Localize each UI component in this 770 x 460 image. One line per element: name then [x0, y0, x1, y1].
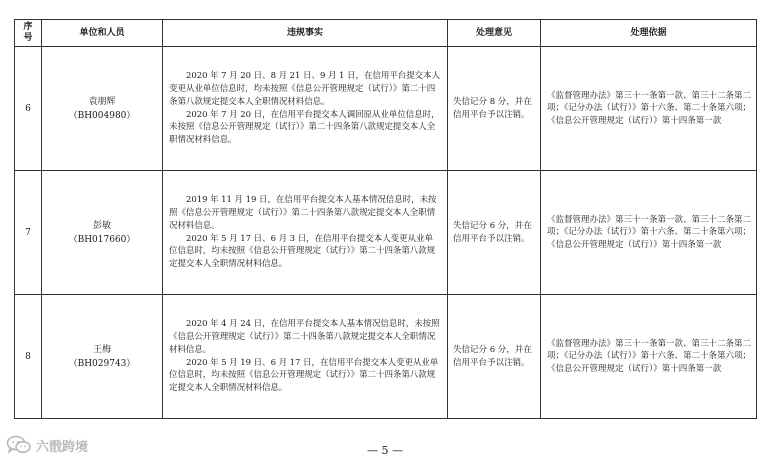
header-opinion: 处理意见 — [448, 20, 541, 47]
row-basis: 《监督管理办法》第三十一条第一款、第三十二条第二项；《记分办法（试行）》第十六条、第二十条第六项；《信息公开管理规定（试行）》第十四条第一款 — [541, 295, 757, 419]
row-unit — [42, 295, 163, 419]
table-header-row — [15, 20, 757, 47]
header-seq-line1: 序 — [23, 22, 33, 32]
person-code: （BH004980） — [68, 110, 136, 121]
table-row — [15, 171, 757, 295]
person-name: 彭敏 — [92, 220, 111, 231]
row-basis: 《监督管理办法》第三十一条第一款、第三十二条第二项；《记分办法（试行）》第十六条、第二十条第六项；《信息公开管理规定（试行）》第十四条第一款 — [541, 171, 757, 295]
fact-paragraph: 2020 年 7 月 20 日、8 月 21 日、9 月 1 日，在信用平台提交本人变更从业单位信息时，均未按照《信息公开管理规定（试行）》第二十四条第八款规定提交本人全职情况材料信息。 — [169, 71, 441, 107]
watermark-text: 六戬跨境 — [36, 439, 89, 455]
penalty-table — [14, 19, 757, 419]
row-opinion: 失信记分 8 分，并在信用平台予以注销。 — [448, 47, 541, 171]
header-facts: 违规事实 — [163, 20, 448, 47]
table-row — [15, 295, 757, 419]
row-unit — [42, 171, 163, 295]
person-code: （BH017660） — [68, 234, 136, 245]
row-facts — [163, 295, 448, 419]
person-code: （BH029743） — [68, 358, 136, 369]
header-basis: 处理依据 — [541, 20, 757, 47]
row-seq: 6 — [15, 47, 42, 171]
table-row — [15, 47, 757, 171]
fact-paragraph: 2020 年 5 月 17 日、6 月 3 日，在信用平台提交本人变更从业单位信息时，均未按照《信息公开管理规定（试行）》第二十四条第八款规定提交本人全职情况材料信息。 — [169, 233, 436, 270]
fact-paragraph: 2020 年 4 月 24 日，在信用平台提交本人基本情况信息时，未按照《信息公开管理规定（试行）》第二十四条第八款规定提交本人全职情况材料信息。 — [169, 319, 440, 355]
page-number: — 5 — — [367, 444, 403, 457]
person-name: 王梅 — [92, 344, 111, 355]
fact-paragraph: 2020 年 7 月 20 日，在信用平台提交本人调回原从业单位信息时，未按照《信息公开管理规定（试行）》第二十四条第八款规定提交本人全职情况材料信息。 — [169, 109, 440, 146]
header-unit: 单位和人员 — [42, 20, 163, 47]
header-seq — [15, 20, 42, 47]
row-unit — [42, 47, 163, 171]
header-seq-line2: 号 — [23, 33, 33, 43]
fact-paragraph: 2020 年 5 月 19 日、6 月 17 日，在信用平台提交本人变更从业单位信息时，均未按照《信息公开管理规定（试行）》第二十四条第八款规定提交本人全职情况材料信息。 — [169, 357, 439, 394]
row-facts — [163, 171, 448, 295]
row-seq: 8 — [15, 295, 42, 419]
row-basis: 《监督管理办法》第三十一条第一款、第三十二条第二项；《记分办法（试行）》第十六条、第二十条第六项；《信息公开管理规定（试行）》第十四条第一款 — [541, 47, 757, 171]
row-opinion: 失信记分 6 分，并在信用平台予以注销。 — [448, 295, 541, 419]
fact-paragraph: 2019 年 11 月 19 日，在信用平台提交本人基本情况信息时，未按照《信息公开管理规定（试行）》第二十四条第八款规定提交本人全职情况材料信息。 — [169, 195, 437, 231]
row-facts — [163, 47, 448, 171]
person-name: 袁朋辉 — [88, 96, 116, 107]
row-seq: 7 — [15, 171, 42, 295]
row-opinion: 失信记分 6 分，并在信用平台予以注销。 — [448, 171, 541, 295]
